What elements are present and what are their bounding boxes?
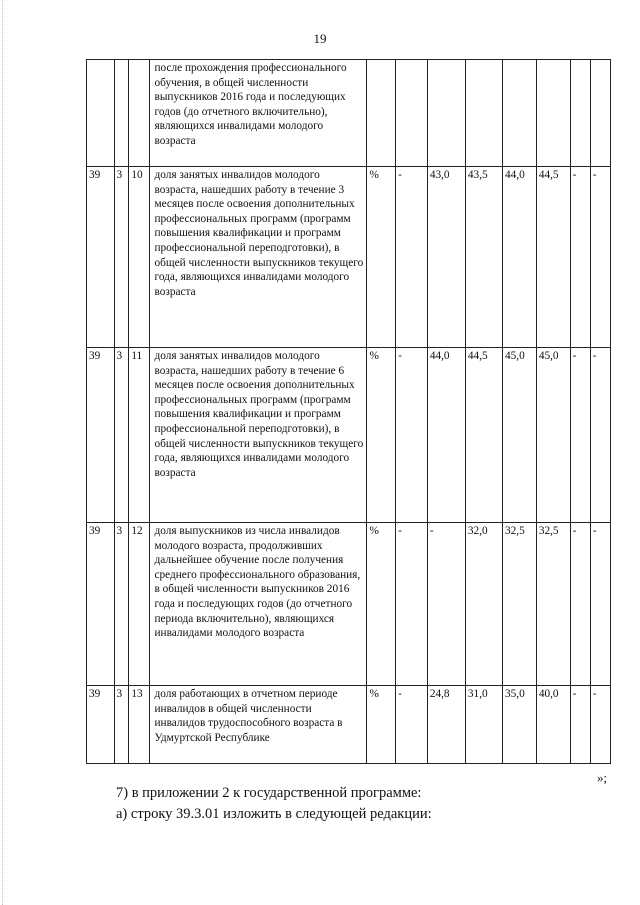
- table-row: [87, 60, 611, 167]
- table-row: [87, 348, 611, 523]
- value-cell: -: [570, 686, 590, 764]
- value-cell: 32,5: [502, 523, 536, 686]
- indicator-name-cell: доля работающих в отчетном периоде инвалидов в общей численности инвалидов трудоспособного возраста в Удмуртской Республике: [150, 686, 367, 764]
- value-cell: -: [396, 686, 428, 764]
- value-cell: -: [590, 167, 610, 348]
- value-cell: 44,0: [502, 167, 536, 348]
- unit-cell: %: [367, 348, 396, 523]
- indicator-name-cell: доля занятых инвалидов молодого возраста, нашедших работу в течение 6 месяцев после освоения дополнительных профессиональных программ (программ повышения квалификации и программ профессиональной переподготовки), в общей численности выпускников текущего года, являющихся инвалидами молодого возраста: [150, 348, 367, 523]
- indicator-code-cell: [129, 60, 150, 167]
- value-cell: [465, 60, 502, 167]
- pp-code-cell: 3: [114, 523, 129, 686]
- unit-cell: %: [367, 686, 396, 764]
- value-cell: -: [396, 167, 428, 348]
- unit-cell: %: [367, 167, 396, 348]
- closing-quote-mark: »;: [597, 770, 608, 785]
- value-cell: 43,5: [465, 167, 502, 348]
- indicator-code-cell: 13: [129, 686, 150, 764]
- indicator-name-cell: доля занятых инвалидов молодого возраста, нашедших работу в течение 3 месяцев после освоения дополнительных профессиональных программ (программ повышения квалификации и программ профессиональной переподготовки), в общей численности выпускников текущего года, являющихся инвалидами молодого возраста: [150, 167, 367, 348]
- value-cell: -: [570, 348, 590, 523]
- value-cell: 44,5: [536, 167, 570, 348]
- value-cell: -: [427, 523, 465, 686]
- gp-code-cell: 39: [87, 686, 115, 764]
- value-cell: [502, 60, 536, 167]
- table-row: [87, 523, 611, 686]
- value-cell: -: [396, 523, 428, 686]
- value-cell: 44,0: [427, 348, 465, 523]
- indicator-code-cell: 10: [129, 167, 150, 348]
- page-number: 19: [313, 31, 327, 46]
- amendment-subparagraph: а) строку 39.3.01 изложить в следующей редакции:: [116, 806, 432, 822]
- gp-code-cell: 39: [87, 348, 115, 523]
- table-row: [87, 686, 611, 764]
- value-cell: 40,0: [536, 686, 570, 764]
- value-cell: -: [590, 523, 610, 686]
- value-cell: 35,0: [502, 686, 536, 764]
- value-cell: -: [590, 348, 610, 523]
- pp-code-cell: 3: [114, 167, 129, 348]
- value-cell: -: [396, 348, 428, 523]
- pp-code-cell: 3: [114, 348, 129, 523]
- value-cell: [427, 60, 465, 167]
- value-cell: 24,8: [427, 686, 465, 764]
- indicator-code-cell: 12: [129, 523, 150, 686]
- value-cell: [570, 60, 590, 167]
- indicator-name-cell: доля выпускников из числа инвалидов молодого возраста, продолживших дальнейшее обучение после получения среднего профессионального образования, в общей численности выпускников 2016 года и последующих годов (до отчетного периода включительно), являющихся инвалидами молодого возраста: [150, 523, 367, 686]
- unit-cell: %: [367, 523, 396, 686]
- value-cell: 43,0: [427, 167, 465, 348]
- value-cell: -: [570, 523, 590, 686]
- indicator-code-cell: 11: [129, 348, 150, 523]
- table-row: [87, 167, 611, 348]
- value-cell: 31,0: [465, 686, 502, 764]
- value-cell: 45,0: [502, 348, 536, 523]
- value-cell: [590, 60, 610, 167]
- pp-code-cell: 3: [114, 686, 129, 764]
- indicator-name-cell: после прохождения профессионального обучения, в общей численности выпускников 2016 года и последующих годов (до отчетного включительно), являющихся инвалидами молодого возраста: [150, 60, 367, 167]
- value-cell: [396, 60, 428, 167]
- scan-margin-line: [2, 0, 3, 905]
- gp-code-cell: 39: [87, 523, 115, 686]
- value-cell: 32,5: [536, 523, 570, 686]
- gp-code-cell: 39: [87, 167, 115, 348]
- value-cell: 45,0: [536, 348, 570, 523]
- value-cell: 44,5: [465, 348, 502, 523]
- value-cell: 32,0: [465, 523, 502, 686]
- indicators-table: [86, 59, 611, 764]
- value-cell: -: [570, 167, 590, 348]
- value-cell: [536, 60, 570, 167]
- pp-code-cell: [114, 60, 129, 167]
- unit-cell: [367, 60, 396, 167]
- value-cell: -: [590, 686, 610, 764]
- amendment-paragraph: 7) в приложении 2 к государственной программе:: [116, 785, 422, 801]
- gp-code-cell: [87, 60, 115, 167]
